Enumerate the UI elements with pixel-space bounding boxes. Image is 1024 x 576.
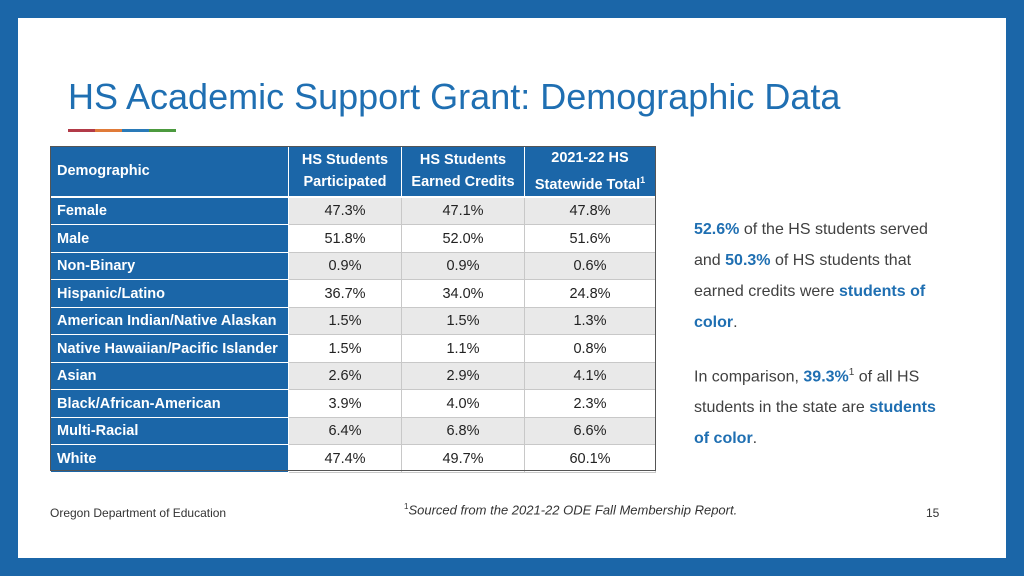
- cell-statewide: 51.6%: [525, 225, 656, 253]
- row-label: American Indian/Native Alaskan: [51, 307, 289, 335]
- slide-title: HS Academic Support Grant: Demographic Data: [68, 76, 841, 117]
- accent-rule-segment: [68, 129, 95, 132]
- header-demographic: Demographic: [51, 147, 289, 197]
- cell-statewide: 1.3%: [525, 307, 656, 335]
- table-header-row: [51, 147, 656, 197]
- callout-served: [694, 214, 954, 338]
- table-row: [51, 362, 656, 390]
- row-label: Male: [51, 225, 289, 253]
- header-earned-credits: HS Students Earned Credits: [402, 147, 525, 197]
- pct-served: 52.6%: [694, 221, 740, 238]
- cell-participated: 6.4%: [289, 417, 402, 445]
- table-row: [51, 417, 656, 445]
- page-number: 15: [926, 506, 940, 520]
- cell-earned-credits: 34.0%: [402, 280, 525, 308]
- cell-participated: 0.9%: [289, 252, 402, 280]
- row-label: Multi-Racial: [51, 417, 289, 445]
- cell-earned-credits: 52.0%: [402, 225, 525, 253]
- callout-emphasis: students of color: [694, 283, 926, 331]
- row-label: Non-Binary: [51, 252, 289, 280]
- callout-footnote-mark: 1: [848, 367, 855, 378]
- cell-participated: 36.7%: [289, 280, 402, 308]
- footnote-text: Sourced from the 2021-22 ODE Fall Membership Report.: [408, 502, 738, 518]
- row-label: White: [51, 445, 289, 473]
- callout-text: of the HS students served and: [694, 221, 928, 269]
- cell-earned-credits: 0.9%: [402, 252, 525, 280]
- footnote-mark: 1: [404, 502, 409, 511]
- callout-emphasis: students of color: [694, 399, 936, 448]
- footnote: [404, 502, 737, 517]
- cell-participated: 47.4%: [289, 445, 402, 473]
- header-participated: HS Students Participated: [289, 147, 402, 197]
- accent-rule-segment: [149, 129, 176, 132]
- callout-text: of HS students that earned credits were: [694, 252, 912, 300]
- cell-earned-credits: 4.0%: [402, 390, 525, 418]
- table-row: [51, 335, 656, 363]
- cell-participated: 1.5%: [289, 335, 402, 363]
- row-label: Asian: [51, 362, 289, 390]
- row-label: Hispanic/Latino: [51, 280, 289, 308]
- callout-text: .: [733, 314, 738, 331]
- table-row: [51, 252, 656, 280]
- cell-earned-credits: 6.8%: [402, 417, 525, 445]
- table-row: [51, 307, 656, 335]
- demographic-table: [50, 146, 656, 473]
- cell-earned-credits: 47.1%: [402, 197, 525, 225]
- callout-text: In comparison,: [694, 368, 804, 386]
- cell-statewide: 6.6%: [525, 417, 656, 445]
- row-label: Native Hawaiian/Pacific Islander: [51, 335, 289, 363]
- callout-text: of all HS students in the state are: [694, 368, 920, 417]
- cell-statewide: 0.8%: [525, 335, 656, 363]
- cell-participated: 2.6%: [289, 362, 402, 390]
- cell-participated: 51.8%: [289, 225, 402, 253]
- row-label: Black/African-American: [51, 390, 289, 418]
- header-footnote-mark: 1: [640, 175, 646, 185]
- pct-earned: 50.3%: [725, 252, 771, 269]
- table-row: [51, 280, 656, 308]
- callout-text: .: [752, 430, 758, 448]
- table-row: [51, 197, 656, 225]
- callout-comparison: [694, 357, 954, 454]
- cell-statewide: 0.6%: [525, 252, 656, 280]
- cell-earned-credits: 1.5%: [402, 307, 525, 335]
- table-row: [51, 445, 656, 473]
- cell-earned-credits: 49.7%: [402, 445, 525, 473]
- cell-participated: 47.3%: [289, 197, 402, 225]
- cell-statewide: 60.1%: [525, 445, 656, 473]
- cell-statewide: 47.8%: [525, 197, 656, 225]
- row-label: Female: [51, 197, 289, 225]
- header-statewide-label: 2021-22 HS Statewide Total: [534, 150, 641, 193]
- footer-org: Oregon Department of Education: [50, 506, 227, 520]
- cell-earned-credits: 1.1%: [402, 335, 525, 363]
- accent-rule: [68, 129, 176, 132]
- cell-earned-credits: 2.9%: [402, 362, 525, 390]
- accent-rule-segment: [95, 129, 122, 132]
- pct-statewide: 39.3%: [803, 368, 849, 386]
- table-row: [51, 390, 656, 418]
- cell-participated: 1.5%: [289, 307, 402, 335]
- cell-participated: 3.9%: [289, 390, 402, 418]
- cell-statewide: 24.8%: [525, 280, 656, 308]
- table-row: [51, 225, 656, 253]
- header-statewide-total: [525, 147, 656, 197]
- accent-rule-segment: [122, 129, 149, 132]
- cell-statewide: 2.3%: [525, 390, 656, 418]
- cell-statewide: 4.1%: [525, 362, 656, 390]
